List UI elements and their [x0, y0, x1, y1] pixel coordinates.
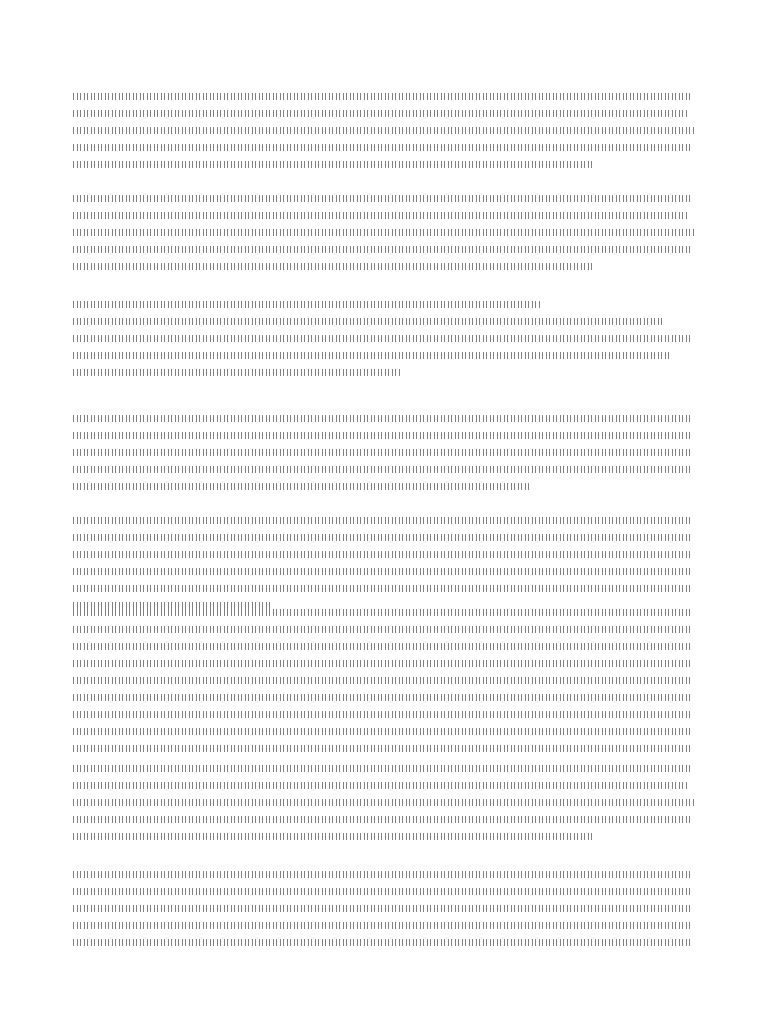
- text-line: [72, 461, 696, 478]
- unreadable-glyph-run: [72, 585, 692, 592]
- unreadable-glyph-run: [72, 888, 692, 895]
- unreadable-glyph-run: [72, 212, 688, 219]
- unreadable-glyph-run: [72, 694, 692, 701]
- unreadable-glyph-run: [72, 643, 692, 650]
- text-block: [72, 604, 696, 757]
- unreadable-glyph-run: [72, 534, 692, 541]
- unreadable-glyph-run: [72, 626, 692, 633]
- unreadable-glyph-run: [72, 711, 692, 718]
- text-line: [72, 794, 696, 811]
- unreadable-glyph-run: [72, 745, 692, 752]
- text-line: [72, 580, 696, 597]
- text-line: [72, 381, 696, 398]
- text-line: [72, 828, 696, 845]
- unreadable-glyph-run: [72, 246, 692, 253]
- text-line: [72, 156, 696, 173]
- unreadable-glyph-run: [72, 483, 532, 490]
- unreadable-glyph-run: [72, 144, 692, 151]
- text-line: [72, 777, 696, 794]
- unreadable-glyph-run: [72, 922, 692, 929]
- text-block: [72, 760, 696, 845]
- text-line: [72, 604, 696, 621]
- text-line: [72, 207, 696, 224]
- text-line: [72, 811, 696, 828]
- text-line: [72, 347, 696, 364]
- text-line: [72, 122, 696, 139]
- text-line: [72, 296, 696, 313]
- unreadable-glyph-run: [72, 415, 692, 422]
- text-line: [72, 427, 696, 444]
- unreadable-glyph-run: [72, 677, 692, 684]
- text-line: [72, 655, 696, 672]
- text-line: [72, 672, 696, 689]
- unreadable-glyph-run: [72, 728, 692, 735]
- unreadable-glyph-run: [72, 369, 402, 376]
- text-line: [72, 740, 696, 757]
- unreadable-glyph-run: [72, 551, 692, 558]
- unreadable-glyph-run: [72, 449, 692, 456]
- text-line: [72, 723, 696, 740]
- text-line: [72, 866, 696, 883]
- text-line: [72, 364, 696, 381]
- text-line: [72, 563, 696, 580]
- unreadable-glyph-run: [72, 782, 688, 789]
- text-line: [72, 241, 696, 258]
- unreadable-glyph-run: [72, 871, 692, 878]
- text-line: [72, 934, 696, 951]
- text-line: [72, 529, 696, 546]
- unreadable-glyph-run: [72, 799, 694, 806]
- unreadable-glyph-run: [72, 660, 692, 667]
- text-line: [72, 900, 696, 917]
- text-line: [72, 88, 696, 105]
- unreadable-glyph-run: [72, 905, 692, 912]
- unreadable-glyph-run: [72, 127, 694, 134]
- unreadable-glyph-run: [72, 833, 592, 840]
- text-line: [72, 444, 696, 461]
- unreadable-glyph-run: [72, 263, 592, 270]
- text-line: [72, 546, 696, 563]
- text-block: [72, 296, 696, 398]
- unreadable-glyph-run: [72, 318, 662, 325]
- unreadable-glyph-run: [72, 466, 692, 473]
- text-line: [72, 760, 696, 777]
- unreadable-glyph-run: [72, 939, 692, 946]
- unreadable-glyph-run: [72, 195, 692, 202]
- unreadable-glyph-run: [72, 301, 542, 308]
- text-block: [72, 88, 696, 173]
- text-line: [72, 512, 696, 529]
- text-block: [72, 866, 696, 951]
- text-line: [72, 621, 696, 638]
- text-block: [72, 512, 696, 614]
- unreadable-glyph-run: [72, 161, 592, 168]
- unreadable-glyph-run: [72, 432, 692, 439]
- unreadable-glyph-run: [72, 765, 692, 772]
- text-line: [72, 689, 696, 706]
- unreadable-glyph-run: [72, 229, 694, 236]
- text-block: [72, 190, 696, 275]
- text-line: [72, 478, 696, 495]
- text-line: [72, 706, 696, 723]
- unreadable-glyph-run: [72, 93, 692, 100]
- unreadable-glyph-run: [72, 352, 672, 359]
- unreadable-glyph-run: [72, 609, 692, 616]
- text-line: [72, 139, 696, 156]
- unreadable-glyph-run: [72, 568, 692, 575]
- unreadable-glyph-run: [72, 335, 692, 342]
- unreadable-glyph-run: [72, 517, 692, 524]
- unreadable-glyph-run: [72, 816, 692, 823]
- text-line: [72, 258, 696, 275]
- text-line: [72, 917, 696, 934]
- text-line: [72, 313, 696, 330]
- text-block: [72, 410, 696, 495]
- text-line: [72, 105, 696, 122]
- text-line: [72, 638, 696, 655]
- text-line: [72, 190, 696, 207]
- text-line: [72, 410, 696, 427]
- text-line: [72, 330, 696, 347]
- text-line: [72, 883, 696, 900]
- unreadable-glyph-run: [72, 110, 688, 117]
- text-line: [72, 224, 696, 241]
